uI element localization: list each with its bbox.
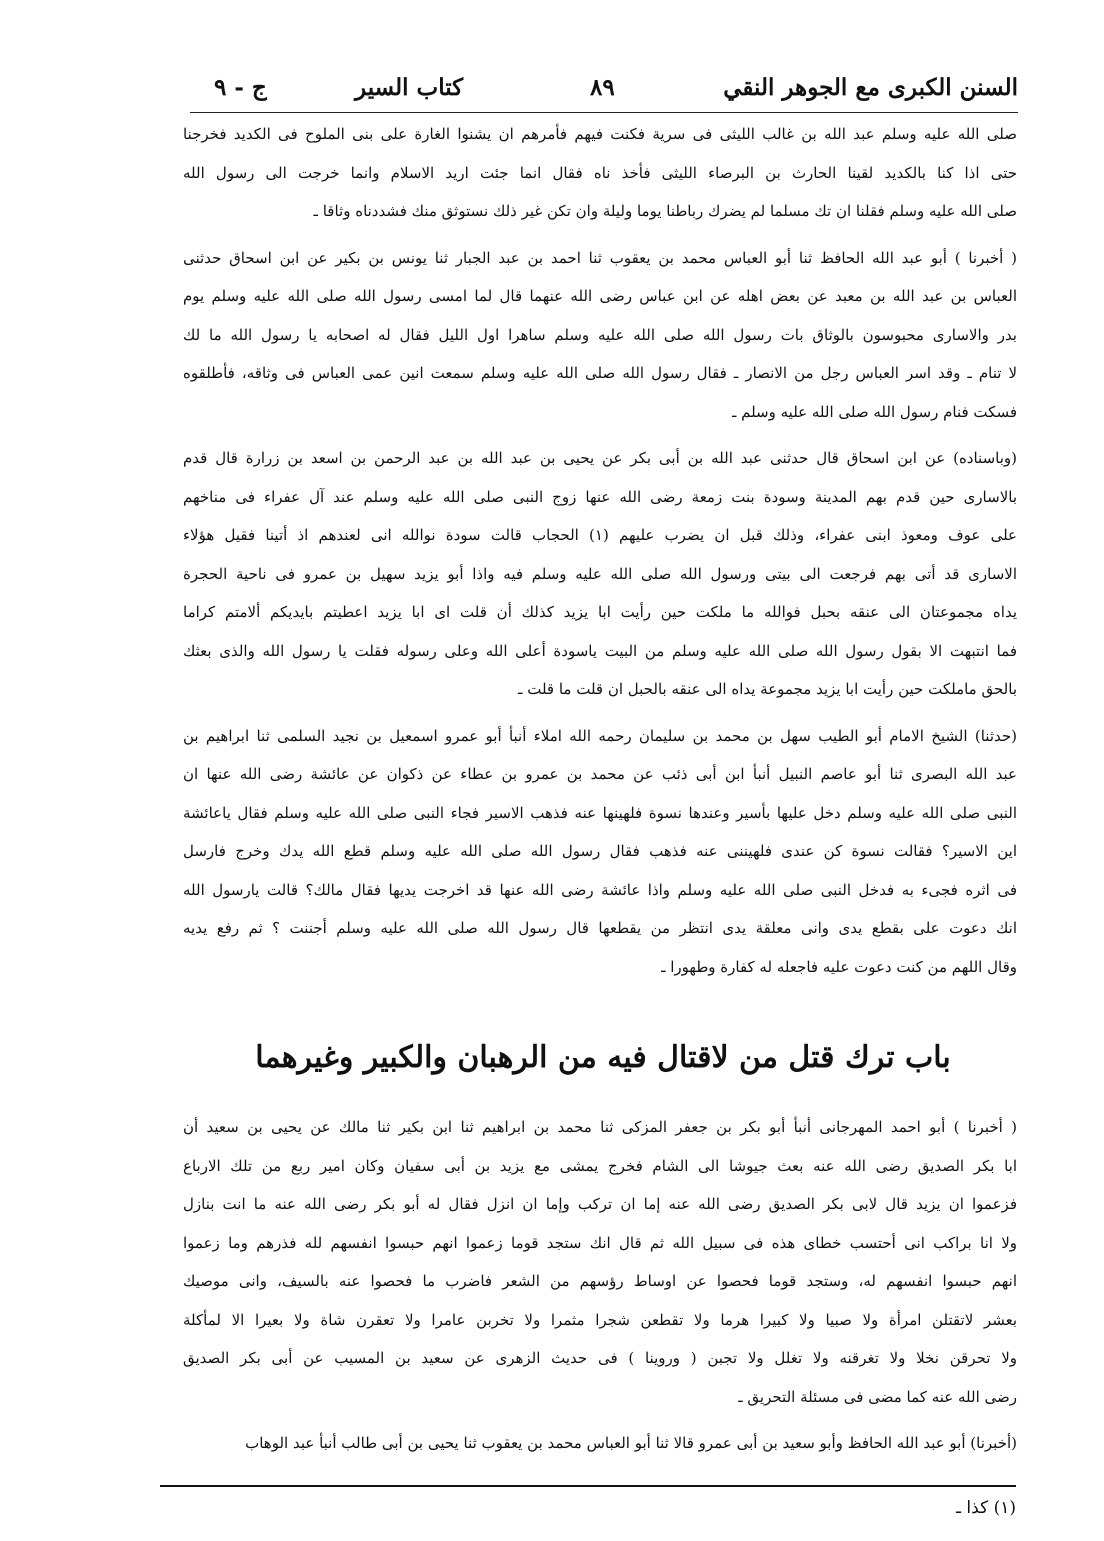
paragraph bbox=[183, 1108, 1017, 1416]
main-text-top bbox=[183, 115, 1017, 994]
text-line: ولا انا براكب انى أحتسب خطاى هذه فى سبيل الله ثم قال انك ستجد قوما زعموا انهم حبسوا انفسهم لله فذرهم وما زعموا bbox=[183, 1233, 1017, 1252]
text-line: ( أخبرنا ) أبو احمد المهرجانى أنبأ أبو بكر بن جعفر المزكى ثنا محمد بن ابراهيم ثنا ابن بكير ثنا مالك عن يحيى بن سعيد أن bbox=[183, 1118, 1017, 1136]
text-line: رضى الله عنه كما مضى فى مسئلة التحريق ـ bbox=[738, 1387, 1017, 1406]
text-line: انك دعوت على بقطع يدى وانى معلقة يدى انتظر من يقطعها قال رسول الله صلى الله عليه وسلم أجننت ؟ ثم رفع يديه bbox=[183, 919, 1017, 937]
text-line: عبد الله البصرى ثنا أبو عاصم النبيل أنبأ ابن أبى ذئب عن محمد بن عمرو بن عطاء عن ذكوان عن عائشة رضى الله عنها ان bbox=[183, 765, 1017, 783]
paragraph bbox=[183, 115, 1017, 231]
text-line: اين الاسير؟ فقالت نسوة كن عندى فلهيننى عنه فذهب فقال رسول الله صلى الله عليه وسلم قطع الله يدك وخرج فارسل bbox=[183, 842, 1017, 860]
text-line: ( أخبرنا ) أبو عبد الله الحافظ ثنا أبو العباس محمد بن يعقوب ثنا احمد بن عبد الجبار ثنا يونس بن بكير عن ابن اسحاق حدثنى bbox=[183, 248, 1017, 267]
text-line: فى اثره فجىء به فدخل النبى صلى الله عليه وسلم واذا عائشة رضى الله عنها قد اخرجت يديها فقال مالك؟ قالت يارسول الله bbox=[183, 880, 1017, 899]
text-line: فسكت فنام رسول الله صلى الله عليه وسلم ـ bbox=[731, 402, 1017, 421]
text-line: صلى الله عليه وسلم عبد الله بن غالب الليثى فى سرية فكنت فيهم فأمرهم ان يشنوا الغارة على بنى الملوح فى الكديد فخرجنا bbox=[183, 125, 1017, 143]
volume-number: ج - ٩ bbox=[214, 74, 267, 101]
paragraph bbox=[183, 717, 1017, 987]
text-line: صلى الله عليه وسلم فقلنا ان تك مسلما لم يضرك رباطنا يوما وليلة وان تكن غير ذلك نستوثق منك فشددناه وثاقا ـ bbox=[313, 202, 1017, 220]
text-line: ولا تحرقن نخلا ولا تغرقنه ولا تغلل ولا تجبن ( وروينا ) فى حديث الزهرى عن سعيد بن المسيب عن أبى بكر الصديق bbox=[183, 1349, 1017, 1367]
chapter-heading: باب ترك قتل من لاقتال فيه من الرهبان والكبير وغيرهما bbox=[255, 1040, 951, 1075]
text-line: الاسارى قد أتى بهم فرجعت الى بيتى ورسول الله صلى الله عليه وسلم فيه واذا أبو يزيد سهيل بن عمرو فى ناحية الحجرة bbox=[183, 564, 1017, 583]
main-text-bottom bbox=[183, 1108, 1017, 1471]
text-line: (وباسناده) عن ابن اسحاق قال حدثنى عبد الله بن أبى بكر عن يحيى بن عبد الله بن عبد الرحمن بن اسعد بن زرارة قال قدم bbox=[183, 449, 1017, 467]
footnote-rule bbox=[160, 1485, 1016, 1487]
book-title: السنن الكبرى مع الجوهر النقي bbox=[723, 74, 1018, 101]
text-line: يداه مجموعتان الى عنقه بحبل فوالله ما ملكت حين رأيت ابا يزيد كذلك أن قلت اى ابا يزيد اعطيتم بايديكم ألامتم كراما bbox=[183, 603, 1017, 621]
text-line: بدر والاسارى محبوسون بالوثاق بات رسول الله صلى الله عليه وسلم ساهرا اول الليل فقال له اصحابه يا رسول الله ما لك bbox=[183, 325, 1017, 344]
paragraph bbox=[183, 1424, 1017, 1463]
text-line: (حدثنا) الشيخ الامام أبو الطيب سهل بن محمد بن سليمان رحمه الله املاء أنبأ أبو عمرو اسمعيل بن نجيد السلمى ثنا ابراهيم بن bbox=[183, 726, 1017, 745]
text-line: انهم حبسوا انفسهم له، وستجد قوما فحصوا عن اوساط رؤسهم من الشعر فاضرب ما فحصوا عنه بالسيف، وانى موصيك bbox=[183, 1272, 1017, 1290]
paragraph bbox=[183, 439, 1017, 709]
page-number: ٨٩ bbox=[590, 74, 615, 101]
section-title: كتاب السير bbox=[355, 74, 464, 101]
text-line: العباس بن عبد الله بن معبد عن بعض اهله عن ابن عباس رضى الله عنهما قال لما امسى رسول الله صلى الله عليه وسلم يوم bbox=[183, 287, 1017, 305]
text-line: النبى صلى الله عليه وسلم دخل عليها بأسير وعندها نسوة فلهينها عنه فذهب الاسير فجاء النبى صلى الله عليه وسلم فقال ياعائشة bbox=[183, 803, 1017, 822]
text-line: ابا بكر الصديق رضى الله عنه بعث جيوشا الى الشام فخرج يمشى مع يزيد بن أبى سفيان وكان امير ربع من تلك الارباع bbox=[183, 1156, 1017, 1175]
text-line: فما انتبهت الا بقول رسول الله صلى الله عليه وسلم من البيت ياسودة أعلى الله وعلى رسوله فقلت يا رسول الله والذى بعثك bbox=[183, 641, 1017, 660]
text-line: بالاسارى حين قدم بهم المدينة وسودة بنت زمعة رضى الله عنها زوج النبى صلى الله عليه وسلم عند آل عفراء فى مناخهم bbox=[183, 487, 1017, 506]
text-line: حتى اذا كنا بالكديد لقينا الحارث بن البرصاء الليثى فأخذ ناه فقال انما جئت اريد الاسلام وانما خرجت الى رسول الله bbox=[183, 163, 1017, 182]
paragraph bbox=[183, 239, 1017, 432]
text-line: بعشر لاتقتلن امرأة ولا صبيا ولا كبيرا هرما ولا تقطعن شجرا مثمرا ولا تخربن عامرا ولا تعقرن شاة ولا بعيرا الا لمأكلة bbox=[183, 1310, 1017, 1329]
text-line: (أخبرنا) أبو عبد الله الحافظ وأبو سعيد بن أبى عمرو قالا ثنا أبو العباس محمد بن يعقوب ثنا يحيى بن أبى طالب أنبأ عبد الوهاب bbox=[245, 1434, 1017, 1452]
running-header bbox=[190, 72, 1018, 113]
footnote: (١) كذا ـ bbox=[956, 1498, 1016, 1518]
text-line: بالحق ماملكت حين رأيت ابا يزيد مجموعة يداه الى عنقه بالحبل ان قلت ما قلت ـ bbox=[518, 680, 1017, 698]
text-line: وقال اللهم من كنت دعوت عليه فاجعله له كفارة وطهورا ـ bbox=[661, 957, 1017, 976]
text-line: فزعموا ان يزيد قال لابى بكر الصديق رضى الله عنه إما ان تركب وإما ان انزل فقال له أبو بكر رضى الله عنه ما انت بنازل bbox=[183, 1195, 1017, 1213]
text-line: على عوف ومعوذ ابنى عفراء، وذلك قبل ان يضرب عليهم (١) الحجاب قالت سودة نوالله انى لعندهم اذ أتينا فقيل هؤلاء bbox=[183, 526, 1017, 544]
text-line: لا تنام ـ وقد اسر العباس رجل من الانصار ـ فقال رسول الله صلى الله عليه وسلم سمعت انين عمى العباس فى وثاقه، فأطلقوه bbox=[183, 364, 1017, 382]
